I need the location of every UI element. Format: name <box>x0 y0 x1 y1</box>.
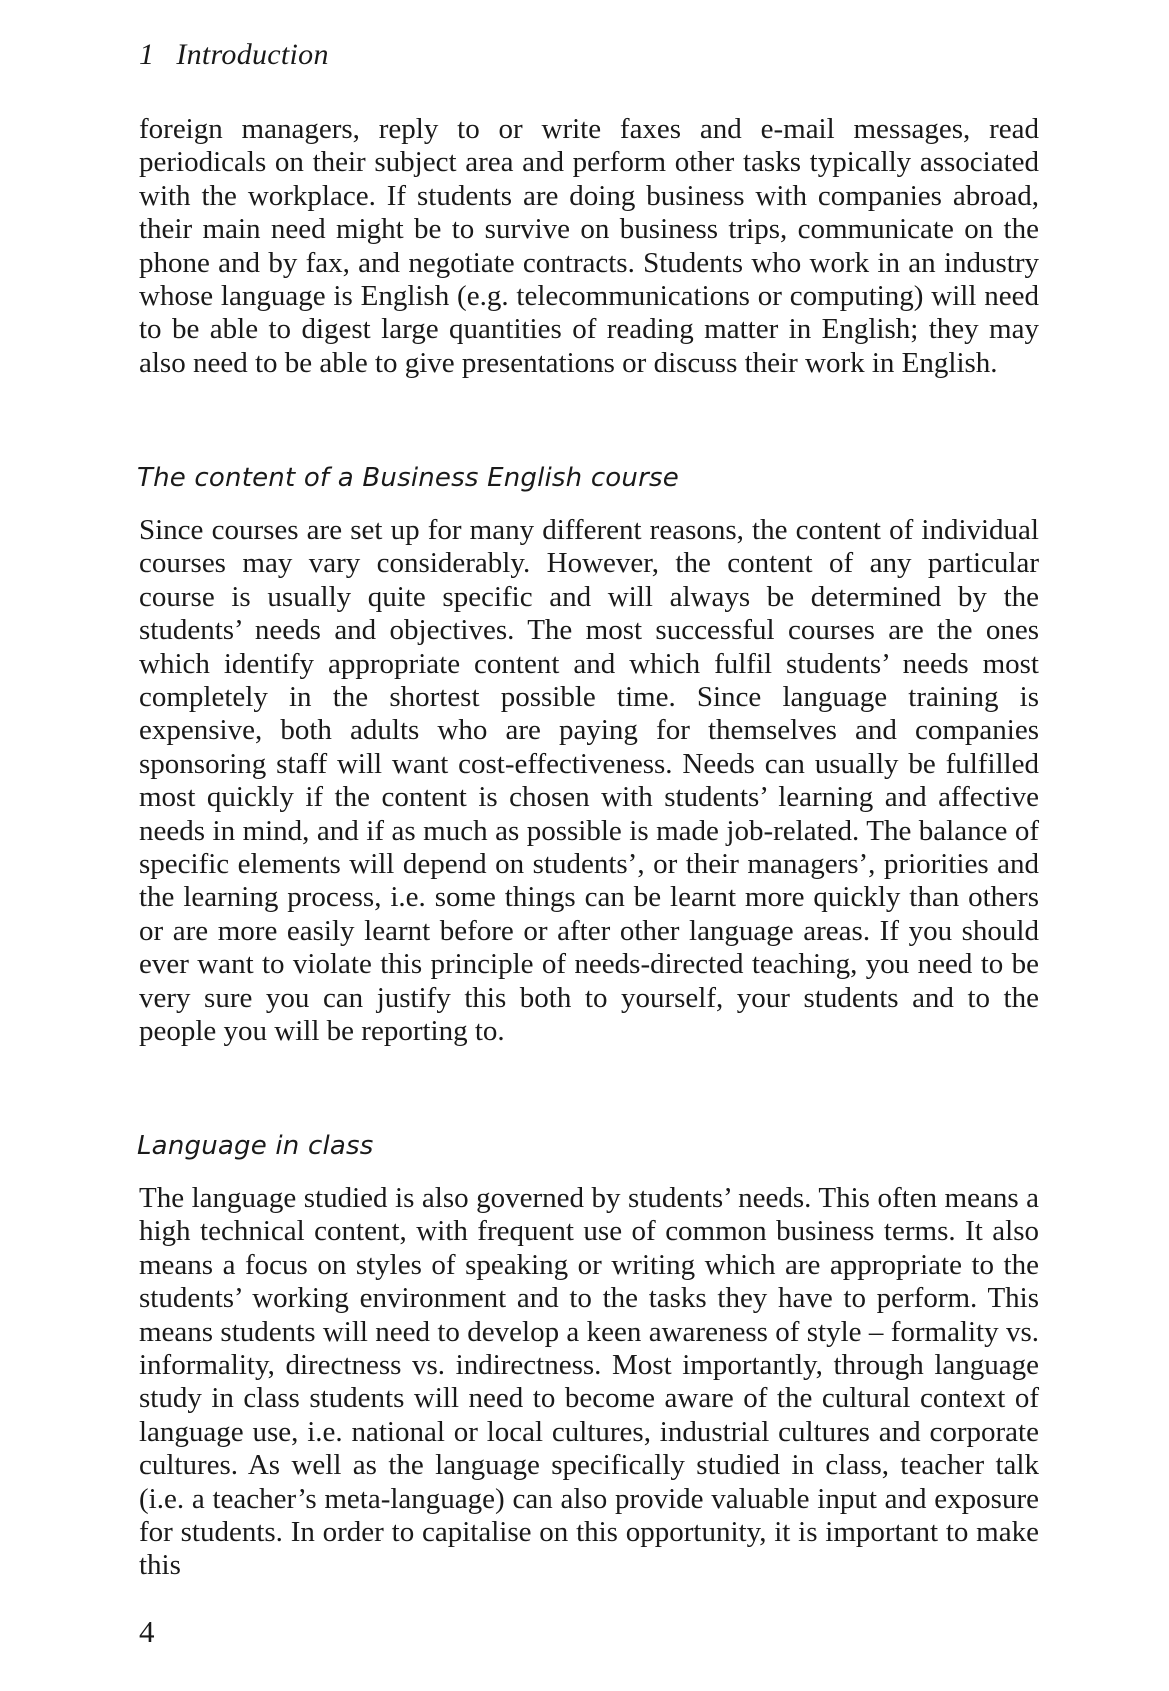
chapter-title: Introduction <box>176 38 329 71</box>
section-heading-course-content: The content of a Business English course <box>137 463 679 493</box>
paragraph-workplace-needs: foreign managers, reply to or write faxes and e-mail messages, read periodicals on their subject area and perform other tasks typically associated with the workplace. If students are doing business with companies abroad, their main need might be to survive on business trips, communicate on the phone and by fax, and negotiate contracts. Students who work in an industry whose language is English (e.g. telecommunications or computing) will need to be able to digest large quantities of reading matter in English; they may also need to be able to give presentations or discuss their work in English. <box>139 113 1039 379</box>
paragraph-course-content: Since courses are set up for many different reasons, the content of individual courses may vary considerably. However, the content of any particular course is usually quite specific and will always be determined by the students’ needs and objectives. The most successful courses are the ones which identify appropriate content and which fulfil students’ needs most completely in the shortest possible time. Since language training is expensive, both adults who are paying for themselves and companies sponsoring staff will want cost-effectiveness. Needs can usually be fulfilled most quickly if the content is chosen with students’ learning and affective needs in mind, and if as much as possible is made job-related. The balance of specific elements will depend on students’, or their managers’, priorities and the learning process, i.e. some things can be learnt more quickly than others or are more easily learnt before or after other language areas. If you should ever want to violate this principle of needs-directed teaching, you need to be very sure you can justify this both to yourself, your students and to the people you will be reporting to. <box>139 514 1039 1048</box>
section-heading-language-in-class: Language in class <box>137 1131 374 1161</box>
chapter-number: 1 <box>139 38 155 71</box>
running-head <box>139 38 329 72</box>
paragraph-language-in-class: The language studied is also governed by students’ needs. This often means a high technical content, with frequent use of common business terms. It also means a focus on styles of speaking or writing which are appropriate to the students’ working environment and to the tasks they have to perform. This means students will need to develop a keen awareness of style – formality vs. informality, directness vs. indirectness. Most importantly, through language study in class students will need to become aware of the cultural context of language use, i.e. national or local cultures, industrial cultures and corporate cultures. As well as the language specifically studied in class, teacher talk (i.e. a teacher’s meta-language) can also provide valuable input and exposure for students. In order to capitalise on this opportunity, it is important to make this <box>139 1182 1039 1582</box>
page-number: 4 <box>139 1614 155 1649</box>
